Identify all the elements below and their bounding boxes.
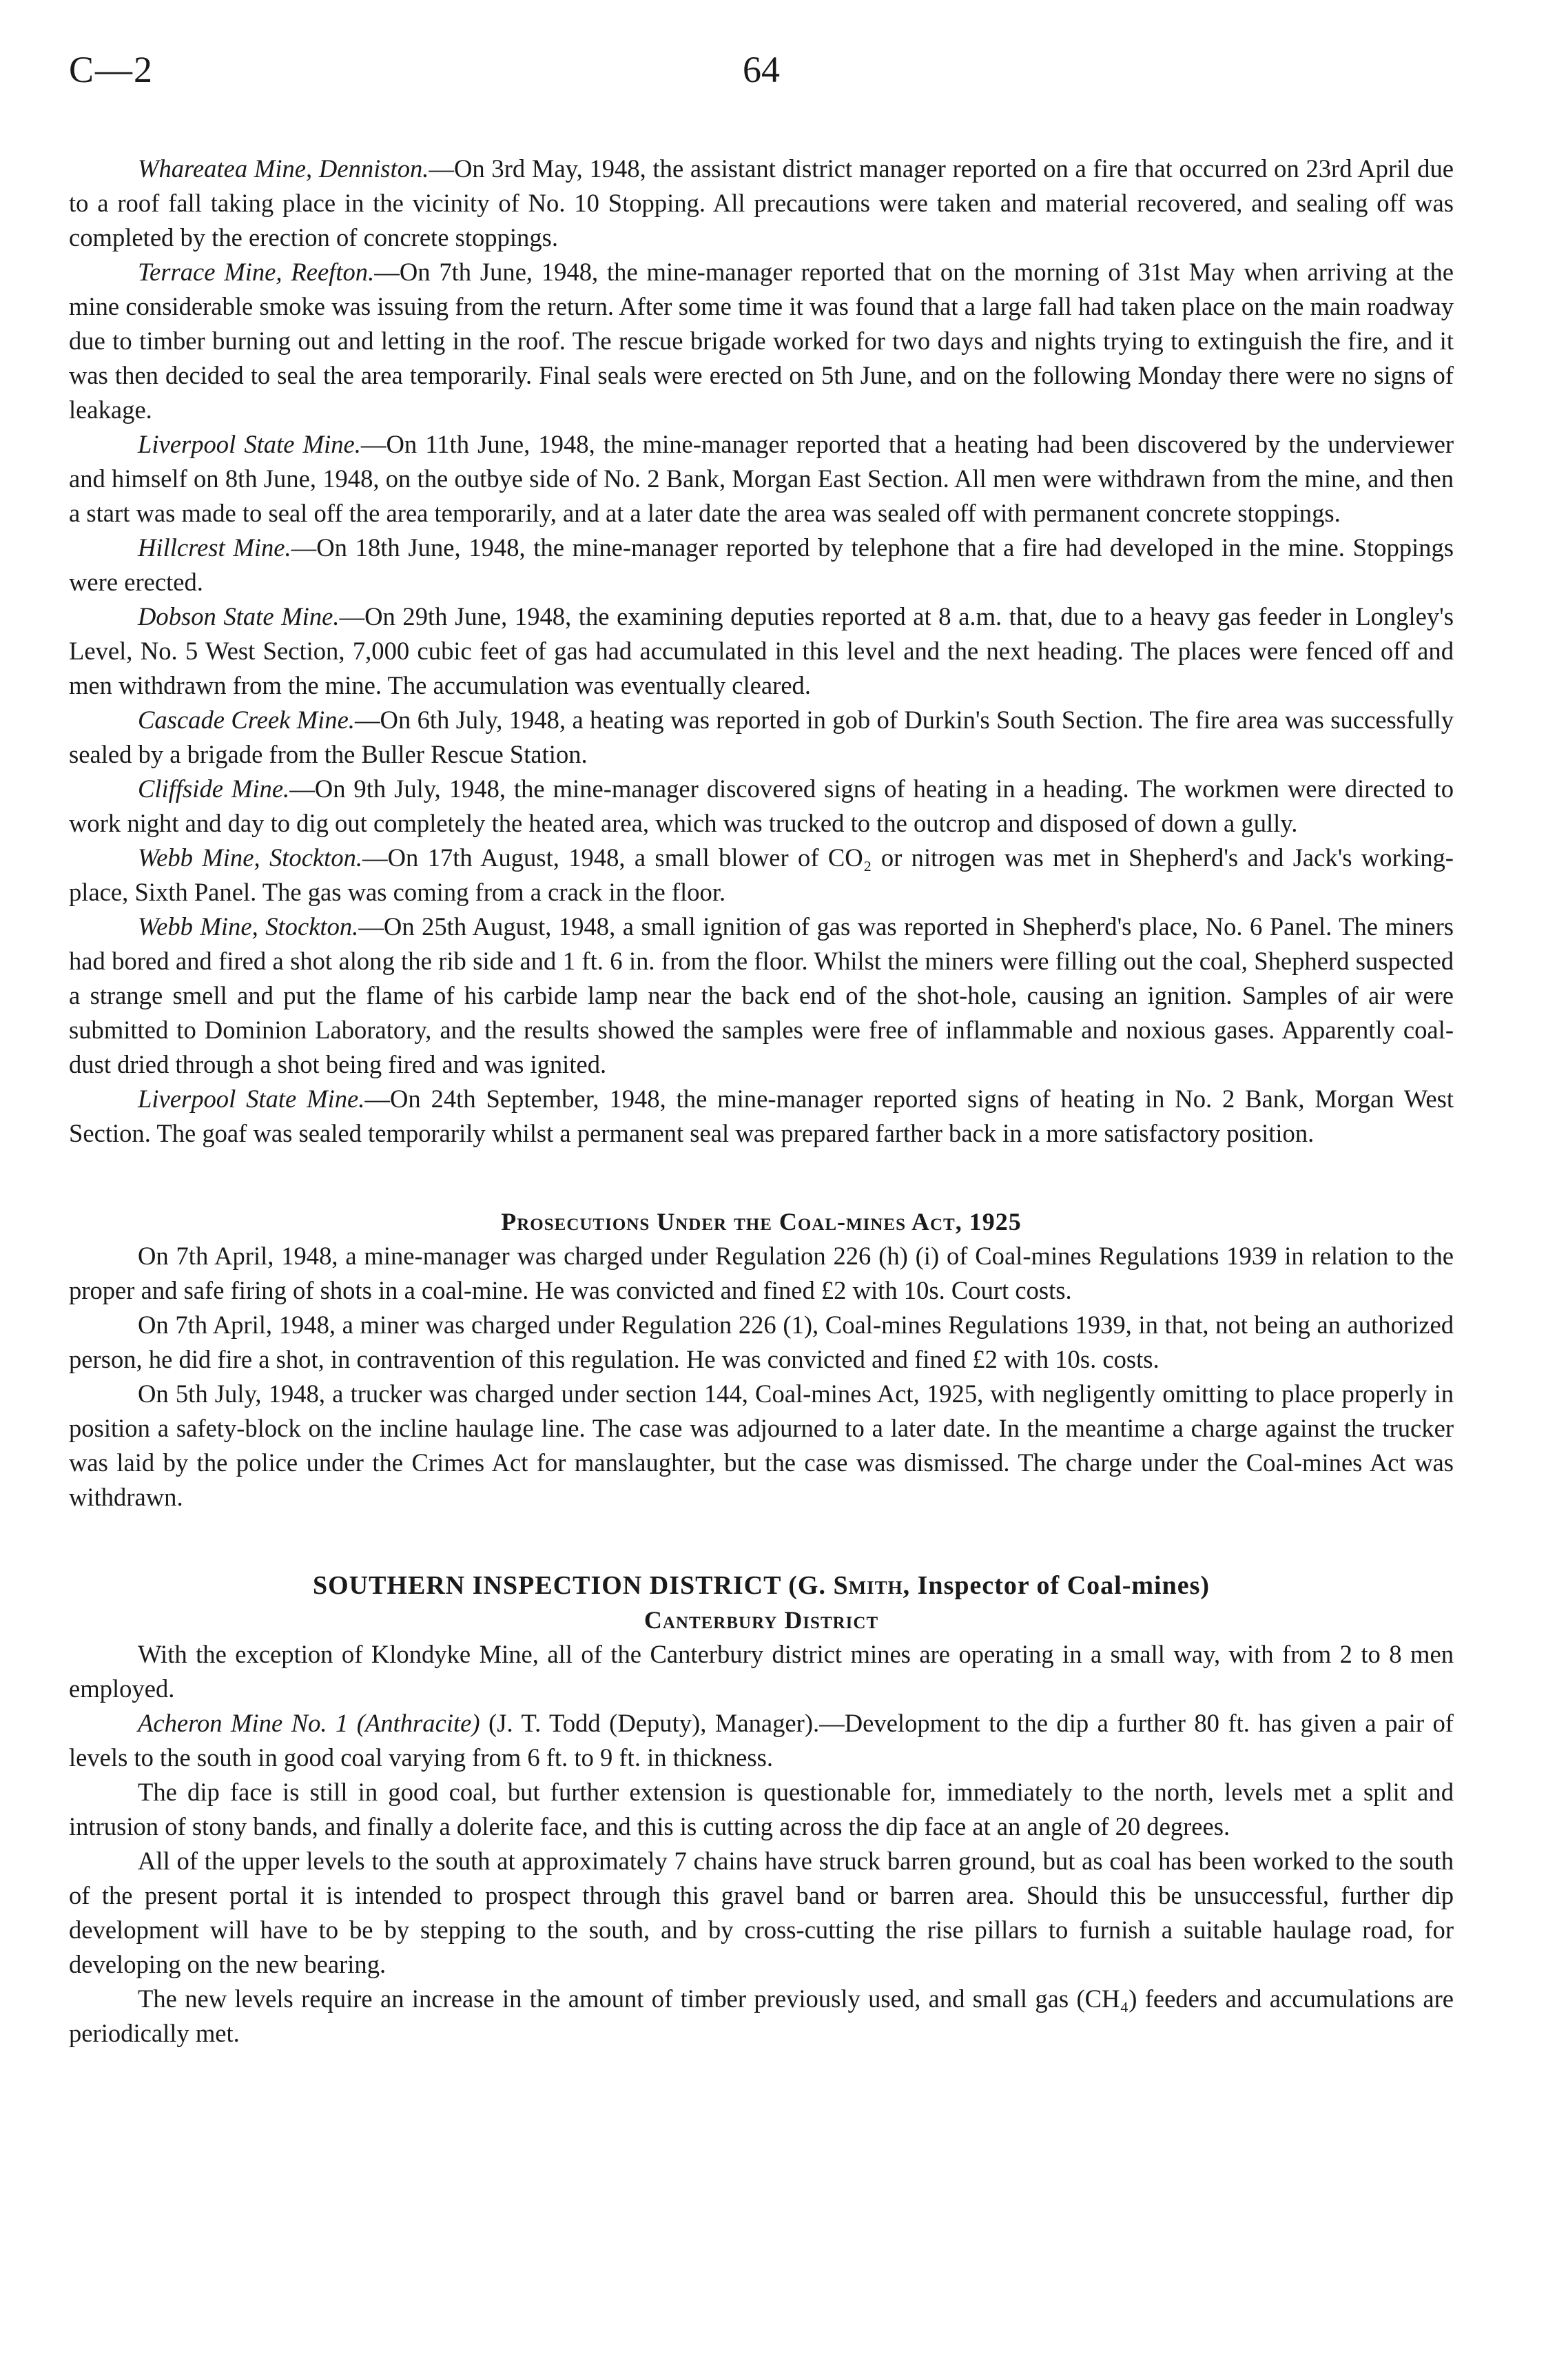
southern-heading-rest: , Inspector of Coal-mines) [903, 1571, 1210, 1600]
incident-text: —On 7th June, 1948, the mine-manager reported that on the morning of 31st May when arriving at the mine considerable smoke was issuing from the return. After some time it was found that a large fall had taken place on the main roadway due to timber burning out and letting in the roof. The rescue brigade worked for two days and nights trying to extinguish the fire, and it was then decided to seal the area temporarily. Final seals were erected on 5th June, and on the following Monday there were no signs of leakage. [69, 258, 1454, 424]
incident-lead: Hillcrest Mine. [138, 533, 291, 562]
southern-heading-main: SOUTHERN INSPECTION DISTRICT [312, 1571, 781, 1600]
inspector-name: Smith [833, 1571, 903, 1600]
incident-text: —On 18th June, 1948, the mine-manager reported by telephone that a fire had developed in the mine. Stoppings were erected. [69, 533, 1454, 596]
incident-lead: Liverpool State Mine. [138, 1085, 365, 1113]
prosecutions-heading: Prosecutions Under the Coal-mines Act, 1925 [501, 1208, 1022, 1235]
incident-text: —On 29th June, 1948, the examining deputies reported at 8 a.m. that, due to a heavy gas feeder in Longley's Level, No. 5 West Section, 7,000 cubic feet of gas had accumulated in this level and the next heading. The places were fenced off and men withdrawn from the mine. The accumulation was eventually cleared. [69, 602, 1454, 699]
incident-paragraph [69, 427, 1454, 531]
canterbury-paragraph: All of the upper levels to the south at approximately 7 chains have struck barren ground, but as coal has been worked to the south of the present portal it is intended to prospect through this gravel band or barren area. Should this be unsuccessful, further dip development will have to be by stepping to the south, and by cross-cutting the rise pillars to furnish a suitable haulage road, for developing on the new bearing. [69, 1847, 1454, 1978]
incident-text: —On 9th July, 1948, the mine-manager discovered signs of heating in a heading. The workmen were directed to work night and day to dig out completely the heated area, which was trucked to the outcrop and disposed of down a gully. [69, 774, 1454, 837]
page-header [69, 48, 1454, 110]
incident-lead: Cliffside Mine. [138, 774, 290, 803]
document-body [69, 152, 1454, 2051]
incident-text: —On 17th August, 1948, a small blower of CO₂ or nitrogen was met in Shepherd's and Jack's working-place, Sixth Panel. The gas was coming from a crack in the floor. [69, 843, 1454, 906]
incident-text: —On 6th July, 1948, a heating was reported in gob of Durkin's South Section. The fire area was successfully sealed by a brigade from the Buller Rescue Station. [69, 706, 1454, 768]
incident-lead: Terrace Mine, Reefton. [138, 258, 375, 286]
canterbury-paragraph: The new levels require an increase in the amount of timber previously used, and small gas (CH₄) feeders and accumulations are periodically met. [69, 1984, 1454, 2047]
incident-lead: Liverpool State Mine. [138, 430, 361, 458]
incident-paragraph [69, 255, 1454, 427]
acheron-paragraph [69, 1706, 1454, 1775]
incident-lead: Dobson State Mine. [138, 602, 340, 630]
southern-district-heading [69, 1568, 1454, 1603]
incident-paragraph [69, 910, 1454, 1082]
canterbury-intro: With the exception of Klondyke Mine, all of the Canterbury district mines are operating in a small way, with from 2 to 8 men employed. [69, 1640, 1454, 1703]
canterbury-district-heading: Canterbury District [643, 1606, 879, 1634]
incident-lead: Cascade Creek Mine. [138, 706, 355, 734]
incident-paragraph [69, 1082, 1454, 1151]
incident-paragraph [69, 703, 1454, 772]
prosecution-paragraph: On 7th April, 1948, a miner was charged under Regulation 226 (1), Coal-mines Regulations 1939, in that, not being an authorized person, he did fire a shot, in contravention of this regulation. He was convicted and fined £2 with 10s. costs. [69, 1311, 1454, 1373]
report-code: C—2 [69, 49, 154, 90]
incident-paragraph [69, 599, 1454, 703]
incident-text: —On 3rd May, 1948, the assistant district manager reported on a fire that occurred on 23rd April due to a roof fall taking place in the vicinity of No. 10 Stopping. All precautions were taken and material recovered, and sealing off was completed by the erection of concrete stoppings. [69, 154, 1454, 252]
page-number: 64 [743, 49, 780, 90]
acheron-lead: Acheron Mine No. 1 (Anthracite) [138, 1709, 480, 1737]
acheron-text: (J. T. Todd (Deputy), Manager).—Development to the dip a further 80 ft. has given a pair of levels to the south in good coal varying from 6 ft. to 9 ft. in thickness. [69, 1709, 1454, 1772]
prosecution-paragraph: On 5th July, 1948, a trucker was charged under section 144, Coal-mines Act, 1925, with negligently omitting to place properly in position a safety-block on the incline haulage line. The case was adjourned to a later date. In the meantime a charge against the trucker was laid by the police under the Crimes Act for manslaughter, but the case was dismissed. The charge under the Coal-mines Act was withdrawn. [69, 1379, 1454, 1511]
document-page [69, 48, 1454, 2051]
incident-text: —On 25th August, 1948, a small ignition of gas was reported in Shepherd's place, No. 6 Panel. The miners had bored and fired a shot along the rib side and 1 ft. 6 in. from the floor. Whilst the miners were filling out the coal, Shepherd suspected a strange smell and put the flame of his carbide lamp near the back end of the shot-hole, causing an ignition. Samples of air were submitted to Dominion Laboratory, and the results showed the samples were free of inflammable and noxious gases. Apparently coal-dust dried through a shot being fired and was ignited. [69, 912, 1454, 1078]
southern-heading-open: (G. [781, 1571, 834, 1600]
incident-paragraph [69, 152, 1454, 255]
incident-lead: Webb Mine, Stockton. [138, 843, 363, 872]
incident-lead: Webb Mine, Stockton. [138, 912, 359, 941]
incident-paragraph [69, 531, 1454, 599]
incident-paragraph [69, 772, 1454, 841]
incident-text: —On 11th June, 1948, the mine-manager reported that a heating had been discovered by the underviewer and himself on 8th June, 1948, on the outbye side of No. 2 Bank, Morgan East Section. All men were withdrawn from the mine, and then a start was made to seal off the area temporarily, and at a later date the area was sealed off with permanent concrete stoppings. [69, 430, 1454, 527]
canterbury-paragraph: The dip face is still in good coal, but further extension is questionable for, immediately to the north, levels met a split and intrusion of stony bands, and finally a dolerite face, and this is cutting across the dip face at an angle of 20 degrees. [69, 1778, 1454, 1840]
prosecution-paragraph: On 7th April, 1948, a mine-manager was charged under Regulation 226 (h) (i) of Coal-mines Regulations 1939 in relation to the proper and safe firing of shots in a coal-mine. He was convicted and fined £2 with 10s. Court costs. [69, 1242, 1454, 1304]
incident-text: —On 24th September, 1948, the mine-manager reported signs of heating in No. 2 Bank, Morgan West Section. The goaf was sealed temporarily whilst a permanent seal was prepared farther back in a more satisfactory position. [69, 1085, 1454, 1147]
incident-lead: Whareatea Mine, Denniston. [138, 154, 429, 183]
incident-paragraph [69, 841, 1454, 910]
